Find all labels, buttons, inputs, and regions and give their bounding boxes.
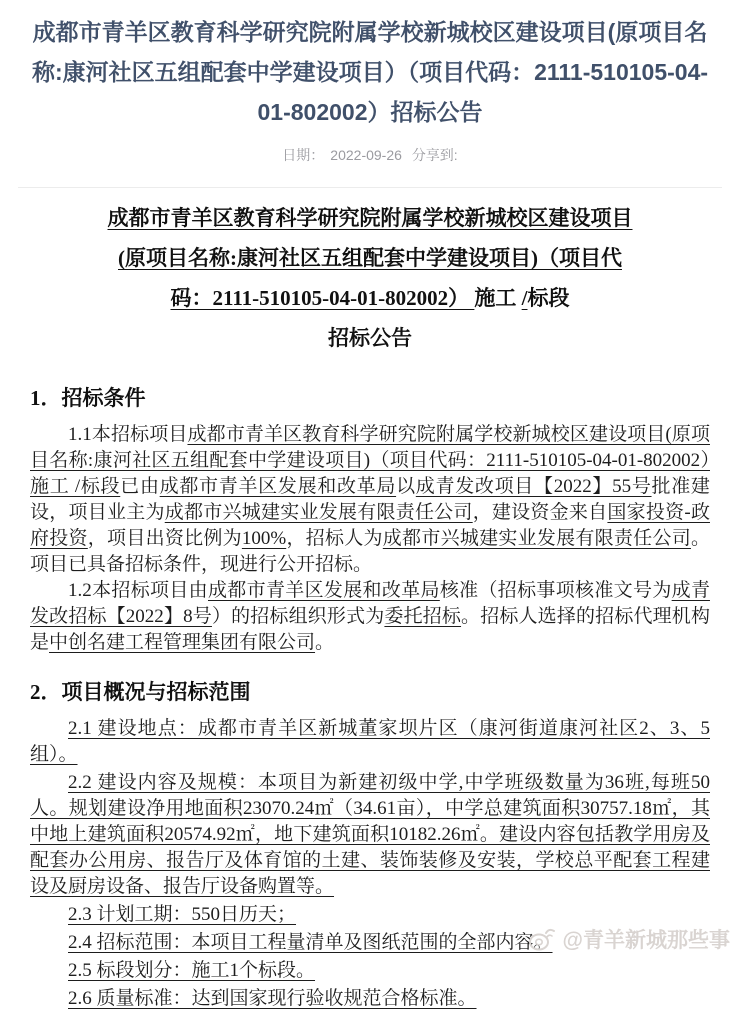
plain-text: 。项目已具备招标条件，现进行公开招标。 — [30, 528, 710, 575]
plain-text: 以 — [396, 476, 416, 497]
underlined-text: 码：2111-510105-04-01-802002） — [170, 286, 475, 310]
underlined-text: 2.3 计划工期：550日历天； — [68, 904, 297, 925]
section-2-heading: 2．项目概况与招标范围 — [30, 680, 251, 704]
underlined-text: 100% — [241, 528, 287, 549]
page-header — [0, 0, 740, 165]
plain-text: ，建设资金来自 — [472, 502, 608, 523]
plain-text: 1.2本招标项目由 — [68, 580, 208, 601]
underlined-text: 2.6 质量标准：达到国家现行验收规范合格标准。 — [68, 988, 477, 1009]
plain-text: 。 — [315, 632, 335, 653]
underlined-text: 国家投资-政府投资 — [30, 502, 710, 549]
underlined-text: 中创名建工程管理集团有限公司 — [49, 632, 316, 653]
section-2-item — [30, 902, 710, 928]
date-value: 2022-09-26 — [330, 147, 402, 163]
section-1-heading: 1．招标条件 — [30, 386, 146, 410]
underlined-text: 委托招标 — [384, 606, 462, 627]
underlined-text: 成都市青羊区发展和改革局 — [207, 580, 440, 601]
doc-title-line-2: (原项目名称:康河社区五组配套中学建设项目)（项目代 — [118, 246, 622, 270]
watermark-text: @青羊新城那些事 — [562, 929, 730, 952]
section-2-item — [30, 770, 710, 900]
section-2-item — [30, 958, 710, 984]
doc-title-line-4: 招标公告 — [328, 326, 412, 350]
underlined-text: 成都市兴城建实业发展有限责任公司 — [164, 502, 473, 523]
underlined-text: 成青发改项目【2022】55号 — [415, 476, 652, 497]
section-2-item — [30, 716, 710, 768]
underlined-text: 2.4 招标范围：本项目工程量清单及图纸范围的全部内容。 — [68, 932, 553, 953]
section-2-item — [30, 930, 710, 956]
underlined-text: 成青发改招标【2022】8号 — [30, 580, 710, 627]
plain-text: 已由 — [120, 476, 160, 497]
underlined-text: 2.5 标段划分：施工1个标段。 — [68, 960, 316, 981]
paragraph-1-1 — [30, 422, 710, 578]
plain-text: 标段 — [527, 286, 570, 310]
section-2-item — [30, 986, 710, 1012]
plain-text: 。招标人选择的招标代理机构是 — [30, 606, 710, 653]
plain-text: ，招标人为 — [286, 528, 383, 549]
underlined-text: 成都市青羊区发展和改革局 — [159, 476, 397, 497]
doc-title — [30, 198, 710, 358]
section-2-items — [30, 716, 710, 1012]
paragraph-1-2 — [30, 578, 710, 656]
plain-text: 施工 — [474, 286, 522, 310]
share-label[interactable]: 分享到: — [411, 147, 458, 163]
plain-text: 核准（招标事项核准文号为 — [439, 580, 672, 601]
document-body — [0, 188, 740, 1012]
underlined-text: 2.1 建设地点：成都市青羊区新城董家坝片区（康河街道康河社区2、3、5组）。 — [30, 718, 710, 765]
underlined-text: 成都市青羊区教育科学研究院附属学校新城校区建设项目(原项目名称:康河社区五组配套中学建设项目)（项目代码：2111-510105-04-01-802002）施工 /标段 — [30, 424, 710, 497]
doc-title-line-3 — [30, 278, 710, 318]
underlined-text: / — [521, 286, 528, 310]
doc-title-line-1: 成都市青羊区教育科学研究院附属学校新城校区建设项目 — [107, 206, 633, 230]
underlined-text: 2.2 建设内容及规模：本项目为新建初级中学,中学班级数量为36班,每班50人。规划建设净用地面积23070.24㎡（34.61亩），中学总建筑面积30757.18㎡，其中地上建筑面积20574.92㎡，地下建筑面积10182.26㎡。建设内容包括教学用房及配套办公用房、报告厅及体育馆的土建、装饰装修及安装，学校总平配套工程建设及厨房设备、报告厅设备购置等。 — [30, 772, 710, 897]
underlined-text: 成都市兴城建实业发展有限责任公司 — [382, 528, 691, 549]
page-title: 成都市青羊区教育科学研究院附属学校新城校区建设项目(原项目名称:康河社区五组配套中学建设项目）（项目代码：2111-510105-04-01-802002）招标公告 — [31, 19, 709, 125]
date-label: 日期： — [282, 147, 325, 163]
plain-text: ）的招标组织形式为 — [211, 606, 385, 627]
plain-text: 批准建设，项目业主为 — [30, 476, 710, 523]
meta-row — [26, 145, 714, 165]
plain-text: 1.1本招标项目 — [68, 424, 188, 445]
plain-text: ，项目出资比例为 — [87, 528, 242, 549]
